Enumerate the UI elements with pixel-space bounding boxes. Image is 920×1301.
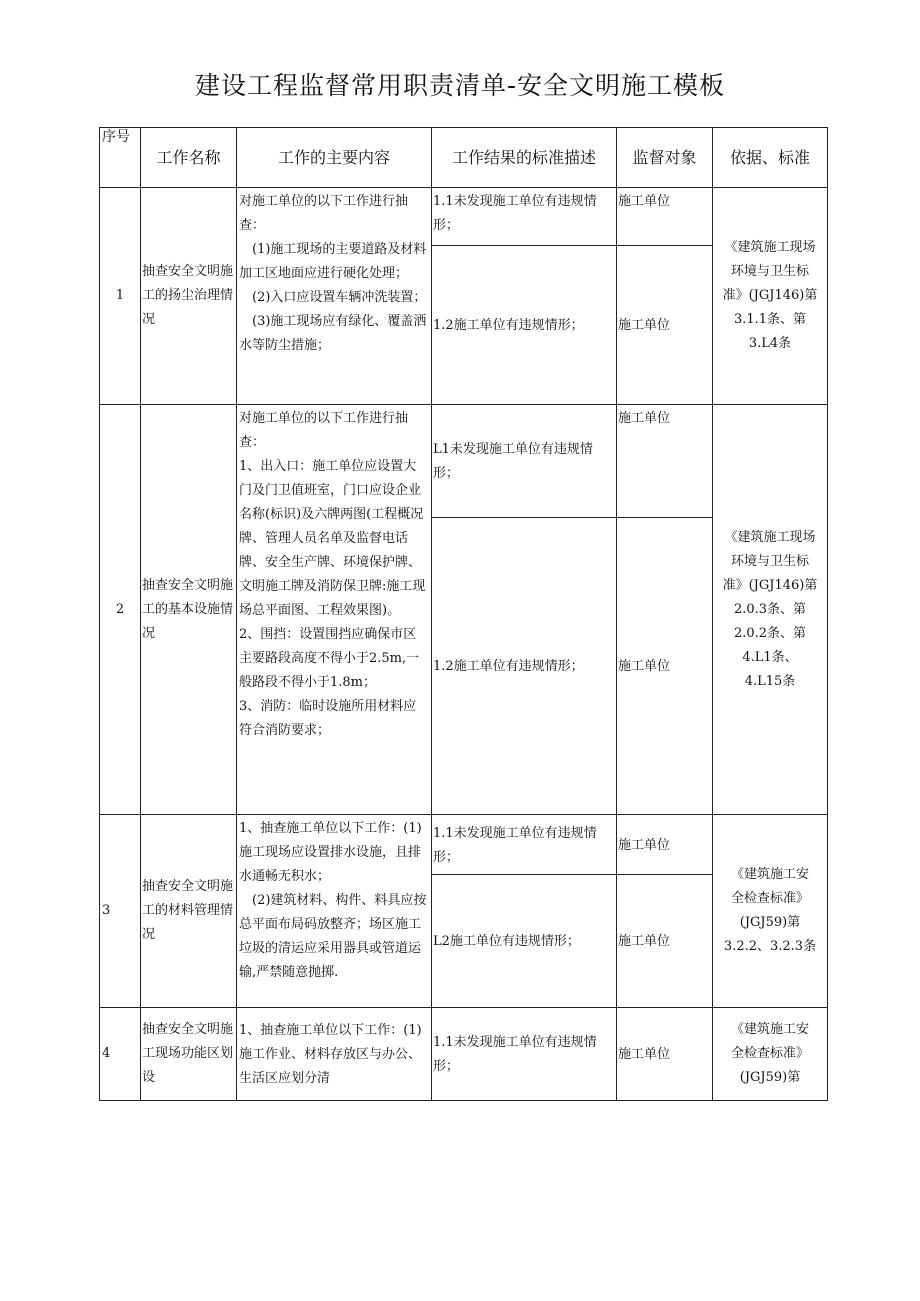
header-result: 工作结果的标准描述 [432,128,617,188]
table-row [100,188,828,246]
content-line: (3)施工现场应有绿化、覆盖洒水等防尘措施； [239,314,427,353]
row-seq: 3 [100,815,141,1008]
basis-line: 环境与卫生标 [730,553,809,569]
table-row [100,815,828,875]
row-content [237,815,432,1008]
result-text: 1.1未发现施工单位有违规情形； [432,815,617,875]
basis-line: (JGJ59)第 [739,915,801,930]
basis-line: 4.L15条 [744,673,796,689]
content-line: 1、抽查施工单位以下工作：(1)施工现场应设置排水设施，且排水通畅无积水； [239,821,422,884]
result-text: L2施工单位有违规情形； [432,875,617,1008]
basis-line: 准》(JGJ146)第 [722,288,818,303]
result-text: L1未发现施工单位有违规情形； [432,405,617,518]
result-text: 1.1未发现施工单位有违规情形； [432,1008,617,1101]
content-line: (1)施工现场的主要道路及材料加工区地面应进行硬化处理； [239,242,427,281]
content-line: 3、消防：临时设施所用材料应符合消防要求； [239,699,417,738]
basis-line: 3.1.1条、第 [733,312,807,327]
result-text: 1.2施工单位有违规情形； [432,518,617,815]
content-line: (2)建筑材料、构件、料具应按总平面布局码放整齐；场区施工垃圾的清运应采用器具或管道运输,严禁随意抛掷. [239,893,427,980]
result-object: 施工单位 [617,815,713,875]
basis-line: 3.L4条 [748,336,792,351]
content-line: 1、抽查施工单位以下工作：(1)施工作业、材料存放区与办公、生活区应划分清 [239,1023,422,1086]
basis-line: 准》(JGJ146)第 [722,577,818,593]
content-line: 2、围挡：设置围挡应确保市区主要路段高度不得小于2.5m,一般路段不得小于1.8m； [239,627,420,690]
basis-line: 全检查标准》 [730,891,809,906]
row-content [237,405,432,815]
table-row [100,405,828,518]
row-seq: 1 [100,188,141,405]
basis-line: 《建筑施工现场 [724,240,816,255]
header-name: 工作名称 [141,128,237,188]
basis-line: 2.0.3条、第 [733,601,807,617]
basis-line: (JGJ59)第 [739,1070,801,1085]
basis-line: 2.0.2条、第 [733,625,807,641]
content-line: 对施工单位的以下工作进行抽查： [239,411,409,450]
row-basis [713,815,828,1008]
result-text: 1.1未发现施工单位有违规情形； [432,188,617,246]
row-basis [713,1008,828,1101]
row-name: 抽查安全文明施工现场功能区划设 [141,1008,237,1101]
row-basis [713,405,828,815]
duty-table [99,127,828,1101]
result-object: 施工单位 [617,188,713,246]
row-content [237,1008,432,1101]
content-line: (2)入口应设置车辆冲洗装置； [252,290,427,305]
basis-line: 《建筑施工安 [730,1022,809,1037]
header-row [100,128,828,188]
result-object: 施工单位 [617,405,713,518]
row-name: 抽查安全文明施工的材料管理情况 [141,815,237,1008]
basis-line: 《建筑施工现场 [724,529,816,545]
basis-line: 全检查标准》 [730,1046,809,1061]
basis-line: 《建筑施工安 [730,867,809,882]
row-content [237,188,432,405]
basis-line: 环境与卫生标 [730,264,809,279]
table-row [100,1008,828,1101]
row-name: 抽查安全文明施工的基本设施情况 [141,405,237,815]
basis-line: 3.2.2、3.2.3条 [723,939,817,954]
header-basis: 依据、标准 [713,128,828,188]
result-object: 施工单位 [617,246,713,405]
row-seq: 4 [100,1008,141,1101]
row-basis [713,188,828,405]
result-object: 施工单位 [617,518,713,815]
row-seq: 2 [100,405,141,815]
document-title: 建设工程监督常用职责清单-安全文明施工模板 [194,71,726,100]
content-line: 1、出入口：施工单位应设置大门及门卫值班室，门口应设企业名称(标识)及六牌两图(工程概况牌、管理人员名单及监督电话牌、安全生产牌、环境保护牌、文明施工牌及消防保卫牌:施工现场总平面图、工程效果图)。 [239,459,426,618]
header-content: 工作的主要内容 [237,128,432,188]
result-object: 施工单位 [617,875,713,1008]
result-object: 施工单位 [617,1008,713,1101]
row-name: 抽查安全文明施工的扬尘治理情况 [141,188,237,405]
header-object: 监督对象 [617,128,713,188]
basis-line: 4.L1条、 [742,649,798,665]
result-text: 1.2施工单位有违规情形； [432,246,617,405]
content-line: 对施工单位的以下工作进行抽查： [239,194,409,233]
header-seq: 序号 [100,128,141,188]
